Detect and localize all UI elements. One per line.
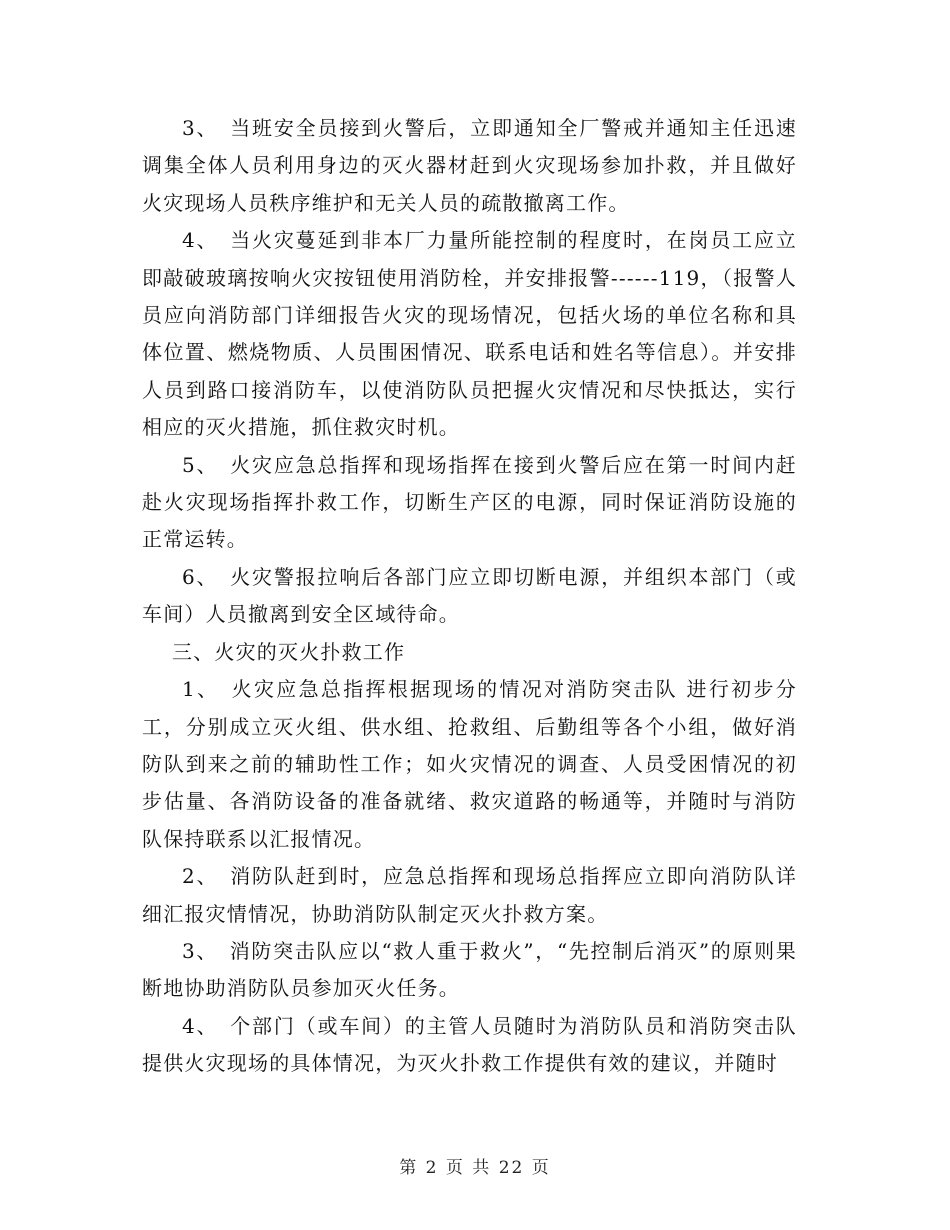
paragraph-item-3-duty-officer: 3、 当班安全员接到火警后，立即通知全厂警戒并通知主任迅速调集全体人员利用身边的灭火器材赶到火灾现场参加扑救，并且做好火灾现场人员秩序维护和无关人员的疏散撤离工作。 [142, 116, 797, 215]
paragraph-item-6-alarm: 6、 火灾警报拉响后各部门应立即切断电源，并组织本部门（或车间）人员撤离到安全区域待命。 [142, 564, 797, 627]
paragraph-item-3-principle: 3、 消防突击队应以“救人重于救火”，“先控制后消灭”的原则果断地协助消防队员参加灭火任务。 [142, 938, 797, 1001]
paragraph-item-5-commander: 5、 火灾应急总指挥和现场指挥在接到火警后应在第一时间内赶赴火灾现场指挥扑救工作，切断生产区的电源，同时保证消防设施的正常运转。 [142, 452, 797, 552]
section-heading-firefighting: 三、火灾的灭火扑救工作 [172, 639, 406, 664]
paragraph-item-1-division: 1、 火灾应急总指挥根据现场的情况对消防突击队 进行初步分工，分别成立灭火组、供水组、抢救组、后勤组等各个小组，做好消防队到来之前的辅助性工作；如火灾情况的调查、人员受困情况的初步估量、各消防设备的准备就绪、救灾道路的畅通等，并随时与消防队保持联系以汇报情况。 [142, 677, 797, 851]
paragraph-item-4-fire-spread: 4、 当火灾蔓延到非本厂力量所能控制的程度时，在岗员工应立即敲破玻璃按响火灾按钮使用消防栓，并安排报警------119，（报警人员应向消防部门详细报告火灾的现场情况，包括火场的单位名称和具体位置、燃烧物质、人员围困情况、联系电话和姓名等信息）。并安排人员到路口接消防车，以使消防队员把握火灾情况和尽快抵达，实行相应的灭火措施，抓住救灾时机。 [142, 228, 797, 440]
document-body [142, 110, 797, 1083]
page-number-footer: 第 2 页 共 22 页 [399, 1158, 551, 1178]
paragraph-item-2-report: 2、 消防队赶到时，应急总指挥和现场总指挥应立即向消防队详细汇报灾情情况，协助消防队制定灭火扑救方案。 [142, 864, 797, 926]
paragraph-item-4-supervisors: 4、 个部门（或车间）的主管人员随时为消防队员和消防突击队提供火灾现场的具体情况，为灭火扑救工作提供有效的建议，并随时 [142, 1013, 797, 1076]
